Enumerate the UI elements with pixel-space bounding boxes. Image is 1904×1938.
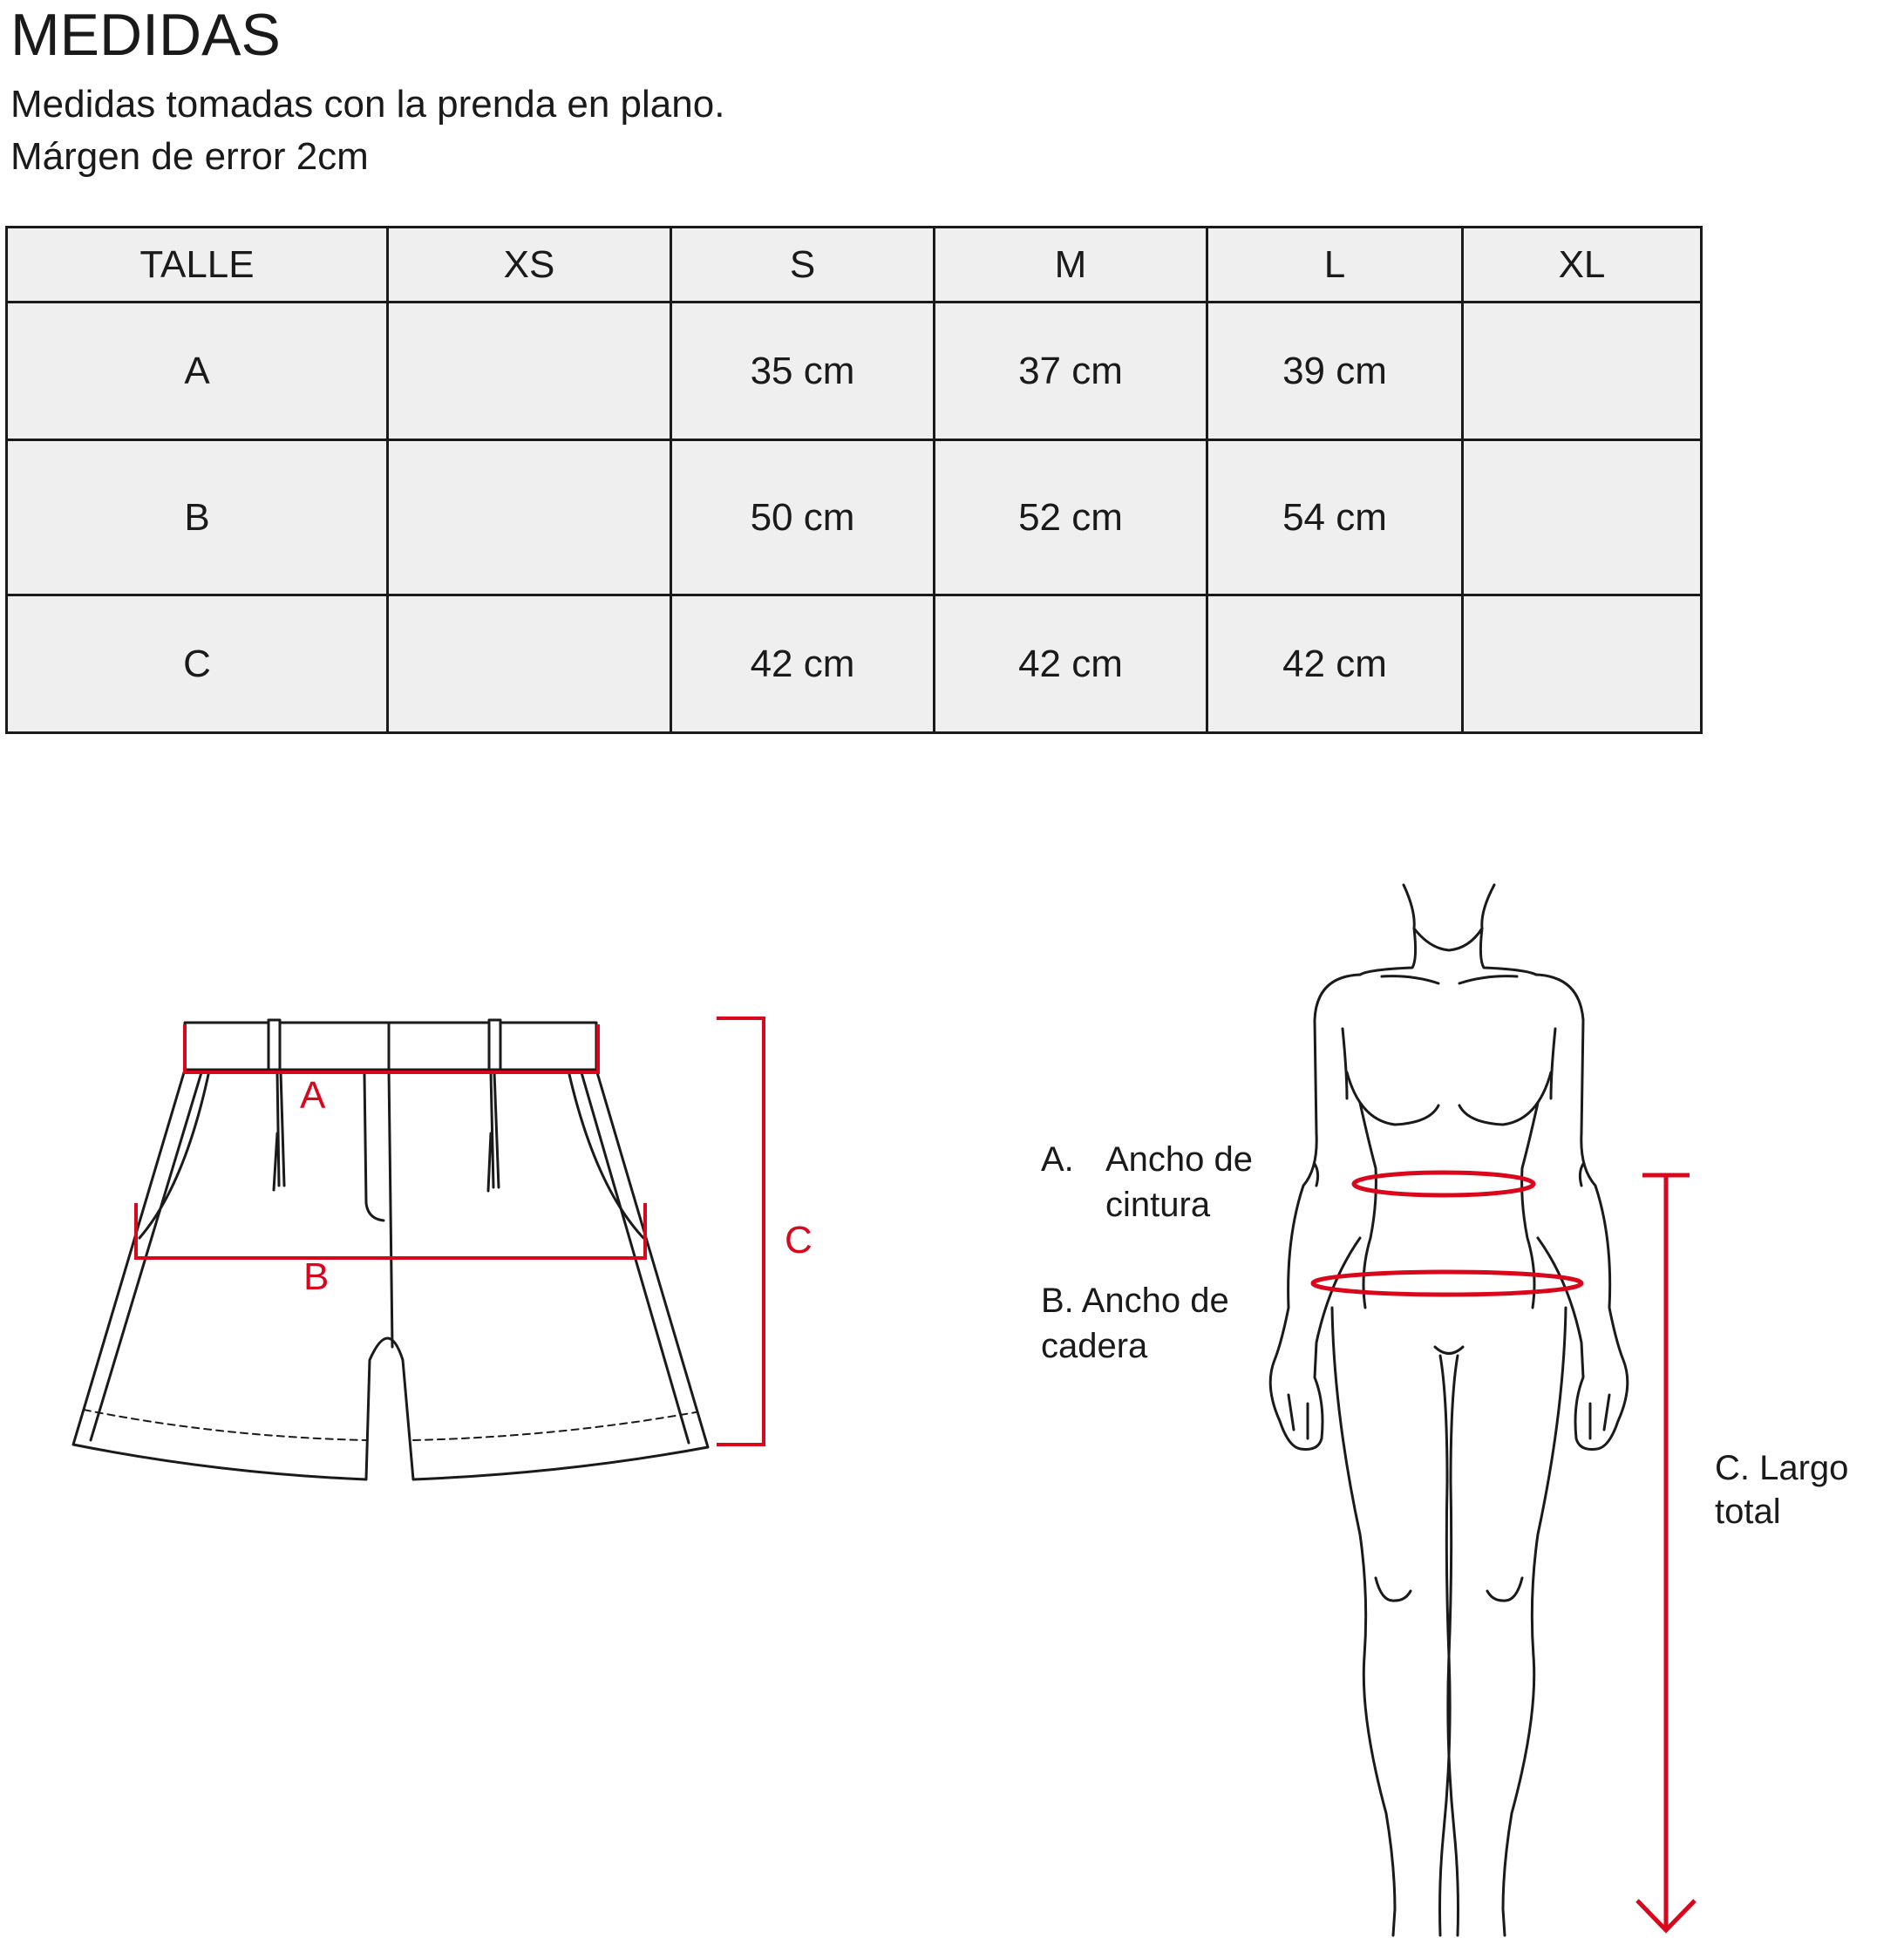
legend-b-line1: B. Ancho de [1041,1282,1229,1320]
table-cell: 50 cm [671,440,935,595]
body-figure-drawing [1270,885,1628,1935]
shorts-label-b: B [303,1255,330,1298]
table-header-xl: XL [1463,228,1702,303]
subtitle-line-2: Márgen de error 2cm [10,135,369,178]
waist-band-mark [1354,1173,1533,1195]
table-cell: 42 cm [671,595,935,733]
table-header-m: M [935,228,1207,303]
table-cell: 39 cm [1207,303,1463,440]
legend-a-line2: cintura [1105,1186,1211,1224]
shorts-label-c: C [785,1219,813,1261]
table-cell: 52 cm [935,440,1207,595]
row-label-b: B [7,440,388,595]
legend-c-line2: total [1715,1493,1781,1531]
table-cell: 37 cm [935,303,1207,440]
subtitle-line-1: Medidas tomadas con la prenda en plano. [10,83,725,126]
table-cell: 42 cm [935,595,1207,733]
legend-a-line1: Ancho de [1105,1140,1254,1179]
page-title: MEDIDAS [10,2,281,68]
legend-b-line2: cadera [1041,1327,1148,1365]
table-cell: 42 cm [1207,595,1463,733]
row-label-c: C [7,595,388,733]
legend-a-prefix: A. [1041,1140,1074,1179]
table-header-talle: TALLE [7,228,388,303]
table-header-l: L [1207,228,1463,303]
table-header-s: S [671,228,935,303]
row-label-a: A [7,303,388,440]
table-cell: 54 cm [1207,440,1463,595]
shorts-drawing [73,1020,708,1479]
body-measure-marks [1313,1173,1695,1930]
table-header-xs: XS [388,228,671,303]
table-cell: 35 cm [671,303,935,440]
legend-c-line1: C. Largo [1715,1449,1849,1487]
hip-band-mark [1313,1272,1581,1295]
measure-c-bracket [717,1018,764,1445]
shorts-label-a: A [300,1074,326,1117]
